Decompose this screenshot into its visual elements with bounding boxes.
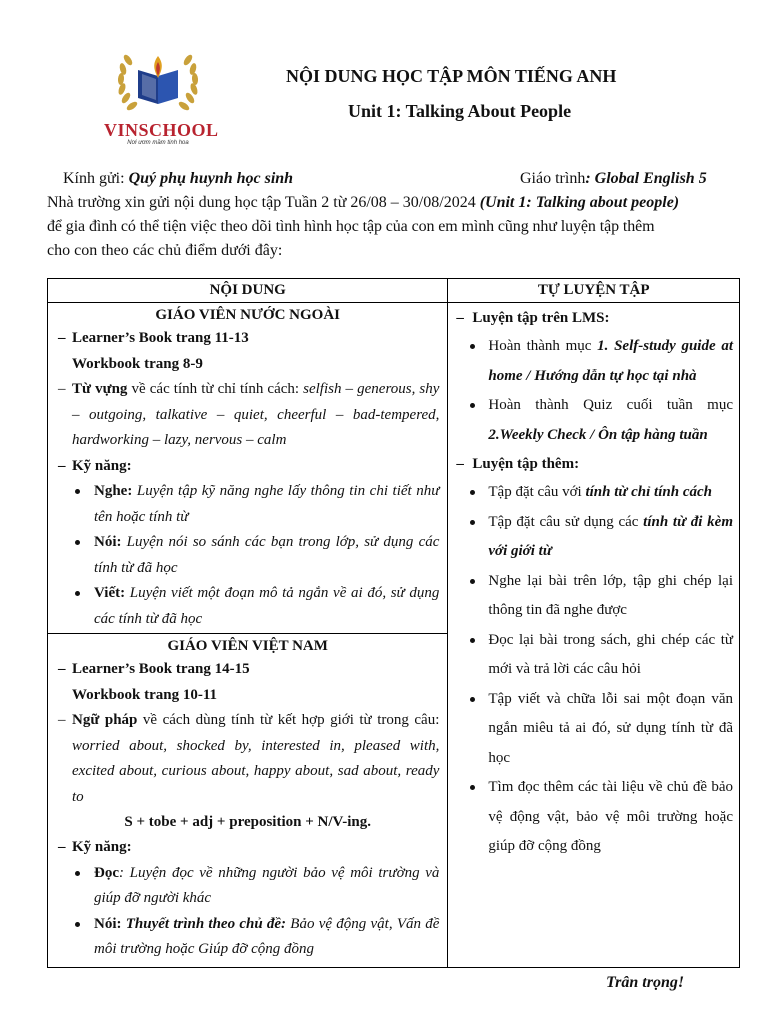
reading-item [70, 861, 447, 912]
foreign-workbook: Workbook trang 8-9 [72, 355, 203, 372]
reading-text: : Luyện đọc về những người bảo vệ môi trường và giúp đỡ người khác [94, 864, 440, 906]
extra2-bold: tính từ đi kèm với giới từ [488, 513, 733, 559]
lms-item-weekly-check [448, 391, 739, 450]
foreign-learners-book: – Learner’s Book trang 11-13 [48, 326, 447, 352]
lms1-text: Hoàn thành mục [488, 338, 598, 354]
extra-item-4: Đọc lại bài trong sách, ghi chép các từ mới và trả lời các câu hỏi [448, 626, 739, 685]
brand-tagline: Nơi ươm mầm tinh hoa [127, 140, 189, 146]
greeting-recipient: Quý phụ huynh học sinh [128, 170, 294, 187]
extra1-text: Tập đặt câu với [488, 484, 586, 500]
document-subtitle: Unit 1: Talking About People [348, 101, 572, 121]
vn-speaking-topic: Thuyết trình theo chủ đề: [121, 915, 287, 932]
grammar-label: Ngữ pháp [72, 712, 138, 728]
writing-text: Luyện viết một đoạn mô tả ngắn về ai đó, sử dụng các tính từ đã học [94, 585, 440, 627]
writing-item [70, 581, 447, 632]
extra1-bold: tính từ chỉ tính cách [585, 484, 712, 500]
listening-label: Nghe: [94, 483, 133, 499]
listening-item [70, 479, 447, 530]
extra-item-2 [448, 508, 739, 567]
extra-item-3: Nghe lại bài trên lớp, tập ghi chép lại thông tin đã nghe được [448, 567, 739, 626]
lms-item-self-study [448, 332, 739, 391]
speaking-label: Nói: [94, 534, 122, 550]
brand-name: VINSCHOOL [104, 120, 219, 140]
lms2-bold: 2.Weekly Check / Ôn tập hàng tuần [488, 426, 708, 443]
column-header-content: NỘI DUNG [48, 279, 448, 303]
greeting-label: Kính gửi: [63, 170, 129, 187]
vn-speaking-item [70, 912, 447, 963]
vn-speaking-label: Nói: [94, 915, 122, 932]
practice-cell [448, 303, 740, 968]
vocab-text: về các tính từ chỉ tính cách: [127, 381, 304, 397]
extra-item-5: Tập viết và chữa lỗi sai một đoạn văn ngắn miêu tả ai đó, sử dụng tính từ đã học [448, 685, 739, 774]
speaking-text: Luyện nói so sánh các bạn trong lớp, sử dụng các tính từ đã học [94, 534, 440, 576]
textbook-info [520, 170, 707, 188]
textbook-label: Giáo trình [520, 170, 586, 187]
reading-label: Đọc [94, 864, 119, 881]
speaking-item [70, 530, 447, 581]
intro-line-3: để gia đình có thể tiện việc theo dõi tình hình học tập của con em mình cũng như luyện tập thêm [47, 218, 655, 235]
book-laurel-logo-icon [104, 48, 212, 120]
grammar-text: về cách dùng tính từ kết hợp giới từ trong câu: [137, 712, 440, 728]
lms-practice-label: – Luyện tập trên LMS: [448, 304, 739, 332]
vietnamese-teacher-cell [48, 634, 448, 968]
writing-label: Viết: [94, 585, 126, 601]
content-table [47, 278, 740, 968]
grammar-words: worried about, shocked by, interested in, pleased with, excited about, curious about, happy about, sad about, ready to [72, 737, 440, 805]
vn-speaking-text: Bảo vệ động vật, Vấn đề môi trường hoặc Giúp đỡ cộng đồng [94, 915, 440, 957]
column-header-practice: TỰ LUYỆN TẬP [448, 279, 740, 303]
greeting-line [47, 170, 741, 188]
grammar-formula: S + tobe + adj + preposition + N/V-ing. [124, 814, 371, 830]
extra-practice-label: – Luyện tập thêm: [448, 450, 739, 478]
closing-signoff: Trân trọng! [606, 974, 685, 991]
intro-line-4: cho con theo các chủ điểm dưới đây: [47, 242, 283, 259]
vn-skills-label: – Kỹ năng: [48, 835, 447, 861]
foreign-teacher-cell [48, 303, 448, 634]
vn-workbook: Workbook trang 10-11 [72, 686, 218, 703]
foreign-skills-label: – Kỹ năng: [48, 454, 447, 480]
foreign-vocabulary [48, 377, 447, 454]
textbook-name: : Global English 5 [585, 170, 707, 187]
extra-item-6: Tìm đọc thêm các tài liệu về chủ đề bảo vệ động vật, bảo vệ môi trường hoặc giúp đỡ cộng đồng [448, 773, 739, 862]
foreign-teacher-heading: GIÁO VIÊN NƯỚC NGOÀI [155, 307, 340, 323]
vietnamese-teacher-heading: GIÁO VIÊN VIỆT NAM [167, 638, 328, 654]
extra-item-1 [448, 478, 739, 508]
extra2-text: Tập đặt câu sử dụng các [488, 513, 644, 530]
vocab-label: Từ vựng [72, 381, 128, 397]
vn-grammar [48, 708, 447, 810]
intro-unit: (Unit 1: Talking about people) [479, 194, 680, 211]
intro-week-text: Nhà trường xin gửi nội dung học tập Tuần 2 từ 26/08 – 30/08/2024 [47, 194, 480, 211]
lms2-text: Hoàn thành Quiz cuối tuần mục [488, 397, 733, 413]
vinschool-logo [104, 48, 219, 146]
listening-text: Luyện tập kỹ năng nghe lấy thông tin chi tiết như tên hoặc tính từ [94, 483, 440, 525]
vocab-words: selfish – generous, shy – outgoing, talkative – quiet, cheerful – bad-tempered, hardworking – lazy, nervous – calm [72, 381, 440, 448]
vn-learners-book: – Learner’s Book trang 14-15 [48, 657, 447, 683]
lms1-bold: 1. Self-study guide at home / Hướng dẫn tự học tại nhà [488, 338, 733, 384]
intro-line-2 [47, 194, 741, 212]
document-title: NỘI DUNG HỌC TẬP MÔN TIẾNG ANH [286, 66, 617, 86]
